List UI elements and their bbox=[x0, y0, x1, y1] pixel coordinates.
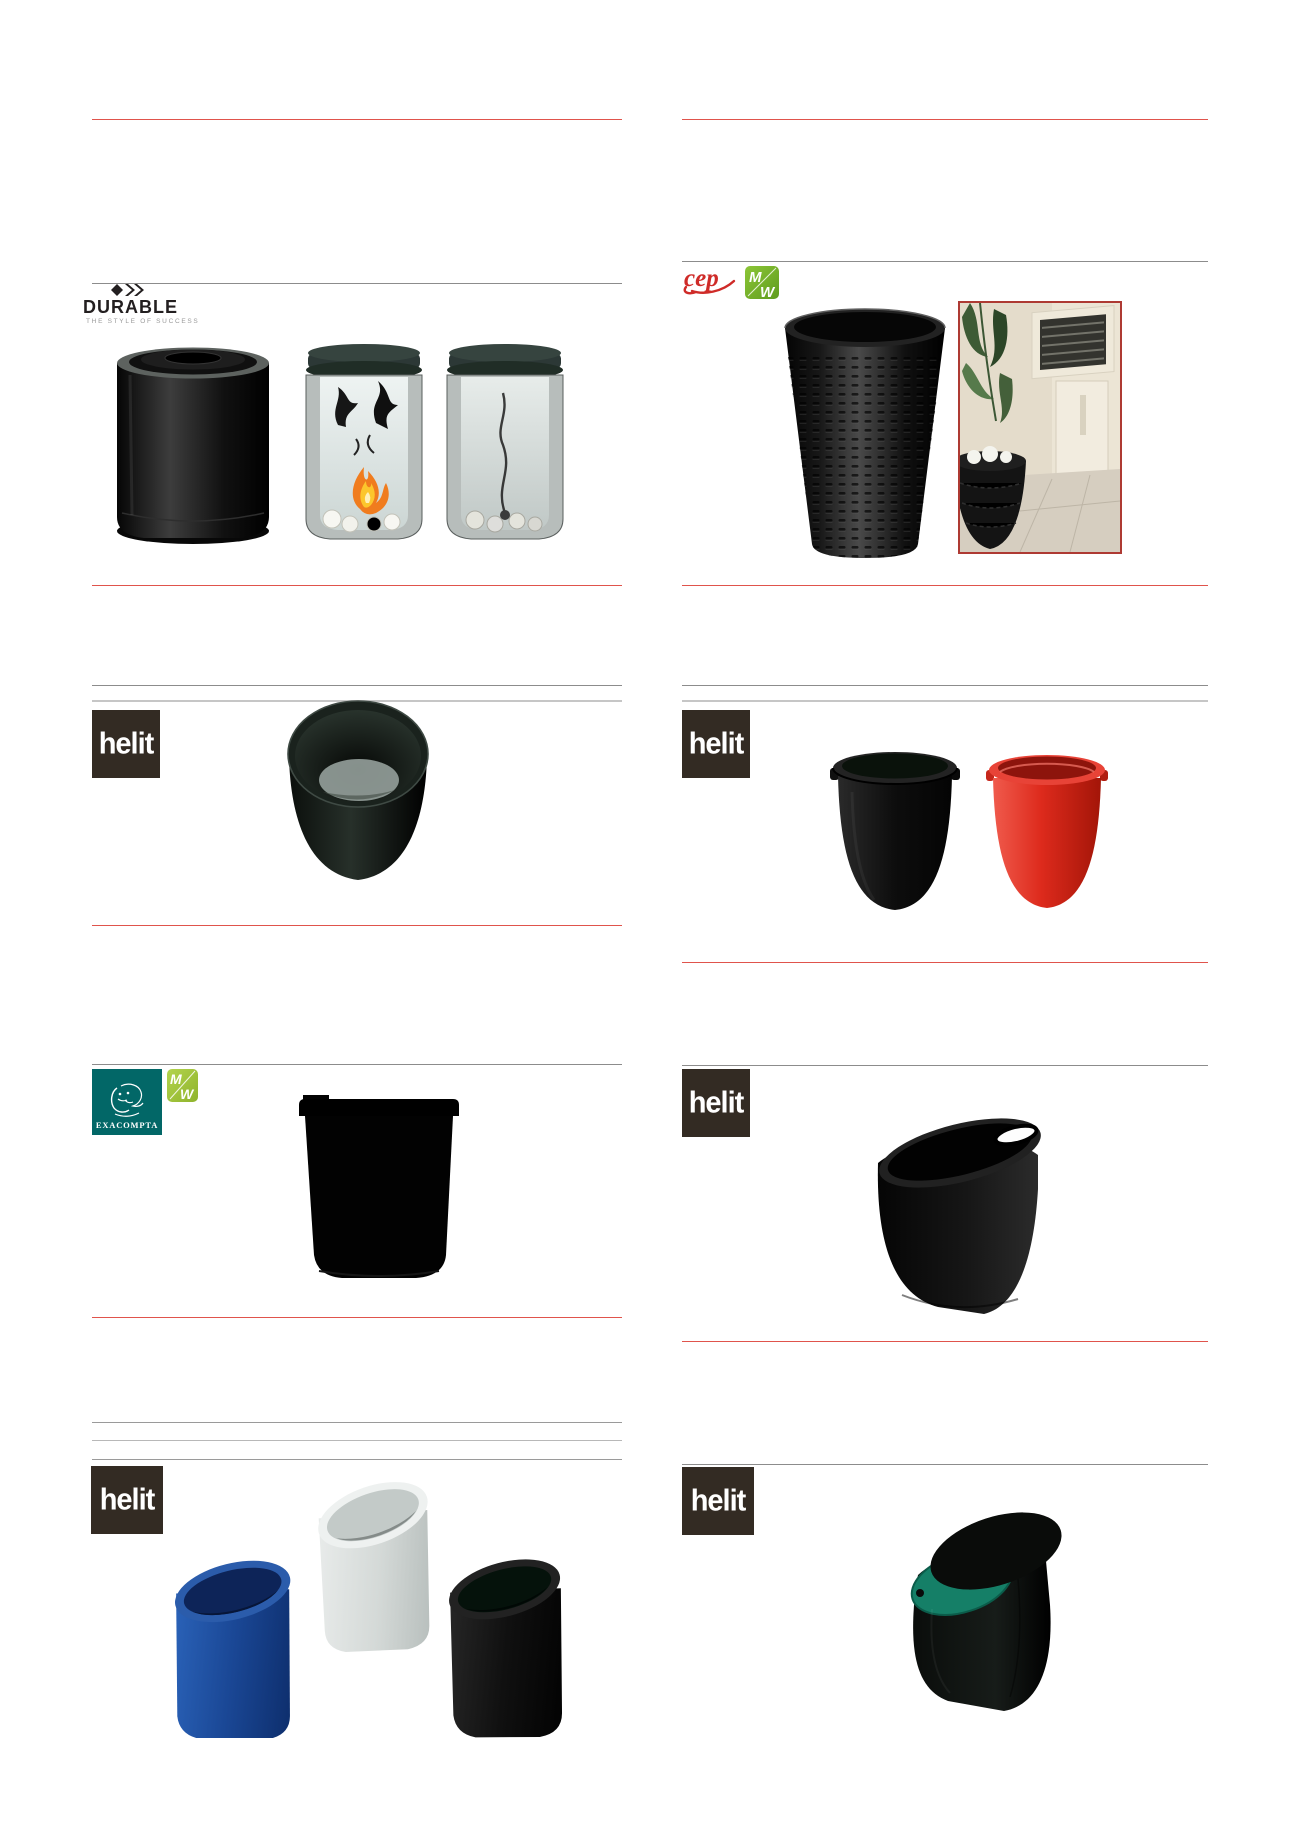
divider-gray bbox=[92, 685, 622, 686]
lifestyle-photo bbox=[958, 301, 1122, 554]
durable-diamond-chevron-icon bbox=[83, 284, 203, 298]
wall-grille-graphic bbox=[1032, 306, 1114, 379]
divider-gray bbox=[682, 685, 1208, 686]
helit-logo bbox=[682, 1467, 754, 1535]
helit-logo bbox=[92, 710, 160, 778]
exacompta-face-art bbox=[103, 1080, 151, 1120]
steel-waste-bin-graphic bbox=[117, 348, 269, 545]
helit-logo bbox=[682, 1069, 750, 1137]
product-image-helit-black-bin bbox=[830, 742, 960, 922]
mw-letter-w: W bbox=[760, 284, 775, 299]
mw-eco-badge-light bbox=[167, 1069, 198, 1102]
divider-red bbox=[92, 119, 622, 120]
divider-gray bbox=[92, 1440, 622, 1441]
blue-bin-graphic bbox=[158, 1538, 307, 1738]
cep-logo bbox=[678, 261, 740, 297]
divider-gray bbox=[682, 1065, 1208, 1066]
divider-red bbox=[682, 962, 1208, 963]
product-image-cep-tall-bin bbox=[772, 300, 958, 562]
divider-gray bbox=[92, 1459, 622, 1460]
product-image-exacompta-tub bbox=[295, 1095, 463, 1283]
divider-red bbox=[92, 585, 622, 586]
exacompta-wordmark: EXACOMPTA bbox=[95, 1120, 159, 1130]
helit-wordmark: helit bbox=[688, 1085, 744, 1120]
divider-gray bbox=[92, 1422, 622, 1423]
divider-red bbox=[682, 585, 1208, 586]
durable-logo bbox=[83, 284, 203, 325]
divider-red bbox=[682, 1341, 1208, 1342]
black-bin-graphic bbox=[429, 1539, 576, 1738]
mw-letter-m: M bbox=[749, 269, 762, 286]
cep-wordmark: cep bbox=[684, 265, 719, 292]
product-image-helit-duo-bin bbox=[898, 1489, 1076, 1715]
divider-red bbox=[92, 925, 622, 926]
helit-wordmark: helit bbox=[690, 1483, 746, 1518]
divider-red bbox=[682, 119, 1208, 120]
cutaway-fire-graphic bbox=[306, 344, 422, 539]
helit-wordmark: helit bbox=[688, 726, 744, 761]
product-image-helit-round-bin bbox=[283, 696, 433, 896]
divider-gray bbox=[682, 1464, 1208, 1465]
cutaway-smothered-graphic bbox=[447, 344, 563, 539]
durable-tagline: THE STYLE OF SUCCESS bbox=[86, 318, 200, 325]
durable-wordmark: DURABLE bbox=[83, 297, 178, 317]
product-image-helit-three-bins bbox=[158, 1476, 588, 1738]
mw-eco-badge bbox=[745, 266, 779, 299]
divider-red bbox=[92, 1317, 622, 1318]
divider-gray bbox=[682, 261, 1208, 262]
divider-lightgray bbox=[682, 700, 1208, 702]
product-image-durable-safety-bin bbox=[110, 335, 570, 550]
helit-wordmark: helit bbox=[98, 726, 154, 761]
gray-bin-graphic bbox=[302, 1476, 439, 1656]
exacompta-logo bbox=[92, 1069, 162, 1135]
helit-logo bbox=[91, 1466, 163, 1534]
divider-gray bbox=[92, 1064, 622, 1065]
mw-letter-m: M bbox=[170, 1071, 182, 1087]
mw-letter-w: W bbox=[180, 1086, 194, 1102]
product-image-helit-red-bin bbox=[986, 746, 1108, 920]
product-image-helit-oval-bin bbox=[868, 1095, 1058, 1320]
helit-logo bbox=[682, 710, 750, 778]
helit-wordmark: helit bbox=[99, 1482, 155, 1517]
